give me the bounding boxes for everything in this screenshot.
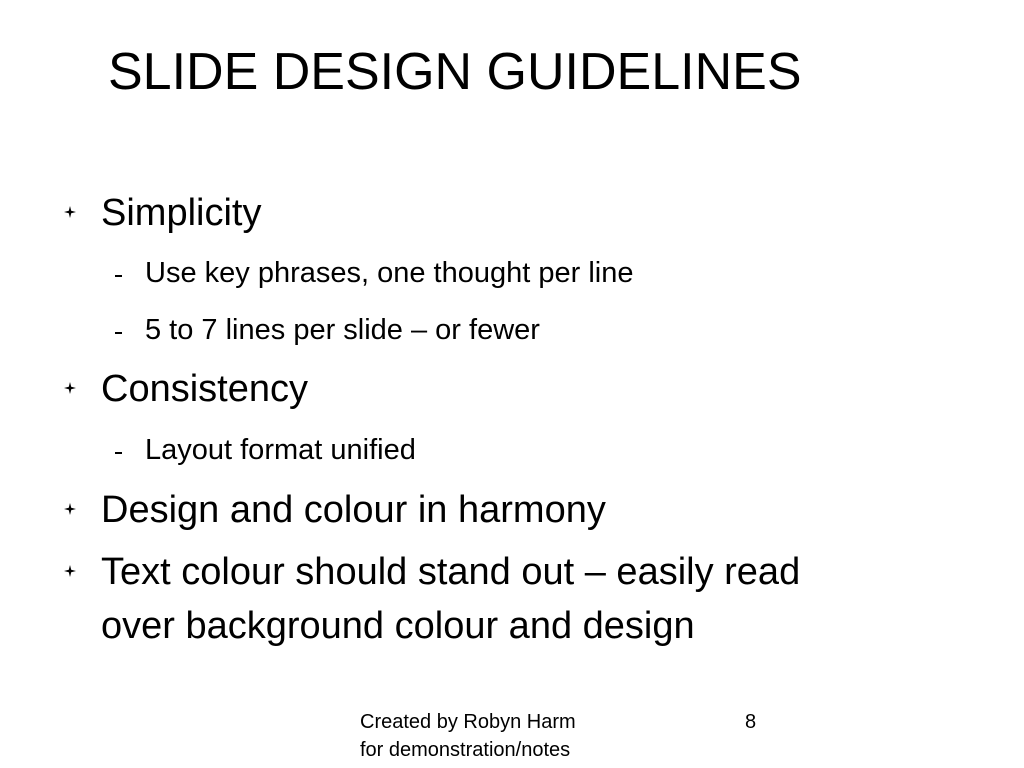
dash-bullet-icon <box>115 452 122 454</box>
four-point-star-bullet-icon <box>64 565 76 577</box>
four-point-star-bullet-icon <box>64 206 76 218</box>
four-point-star-bullet-icon <box>64 503 76 515</box>
dash-bullet-icon <box>115 332 122 334</box>
footer-credit-line-2: for demonstration/notes <box>360 739 571 761</box>
four-point-star-bullet-icon <box>64 382 76 394</box>
bullet-item-consistency <box>101 362 308 416</box>
sub-bullet-item <box>145 310 540 350</box>
dash-bullet-icon <box>115 275 122 277</box>
sub-bullet-text: Layout format unified <box>145 434 416 466</box>
sub-bullet-item <box>145 253 633 293</box>
bullet-item-text-colour <box>101 545 800 653</box>
bullet-text: Design and colour in harmony <box>101 489 606 531</box>
bullet-text-line-1: Text colour should stand out – easily read <box>101 551 801 593</box>
bullet-item-design-harmony <box>101 483 606 537</box>
sub-bullet-text: Use key phrases, one thought per line <box>145 257 634 289</box>
footer-credit-line-1: Created by Robyn Harm <box>360 711 576 733</box>
bullet-text-line-2: over background colour and design <box>101 605 695 647</box>
footer-credit <box>360 708 576 764</box>
bullet-item-simplicity <box>101 186 261 240</box>
bullet-text: Consistency <box>101 368 308 410</box>
page-number: 8 <box>745 711 757 733</box>
bullet-text: Simplicity <box>101 192 262 234</box>
slide-title: SLIDE DESIGN GUIDELINES <box>108 43 802 101</box>
sub-bullet-text: 5 to 7 lines per slide – or fewer <box>145 314 540 346</box>
sub-bullet-item <box>145 430 416 470</box>
